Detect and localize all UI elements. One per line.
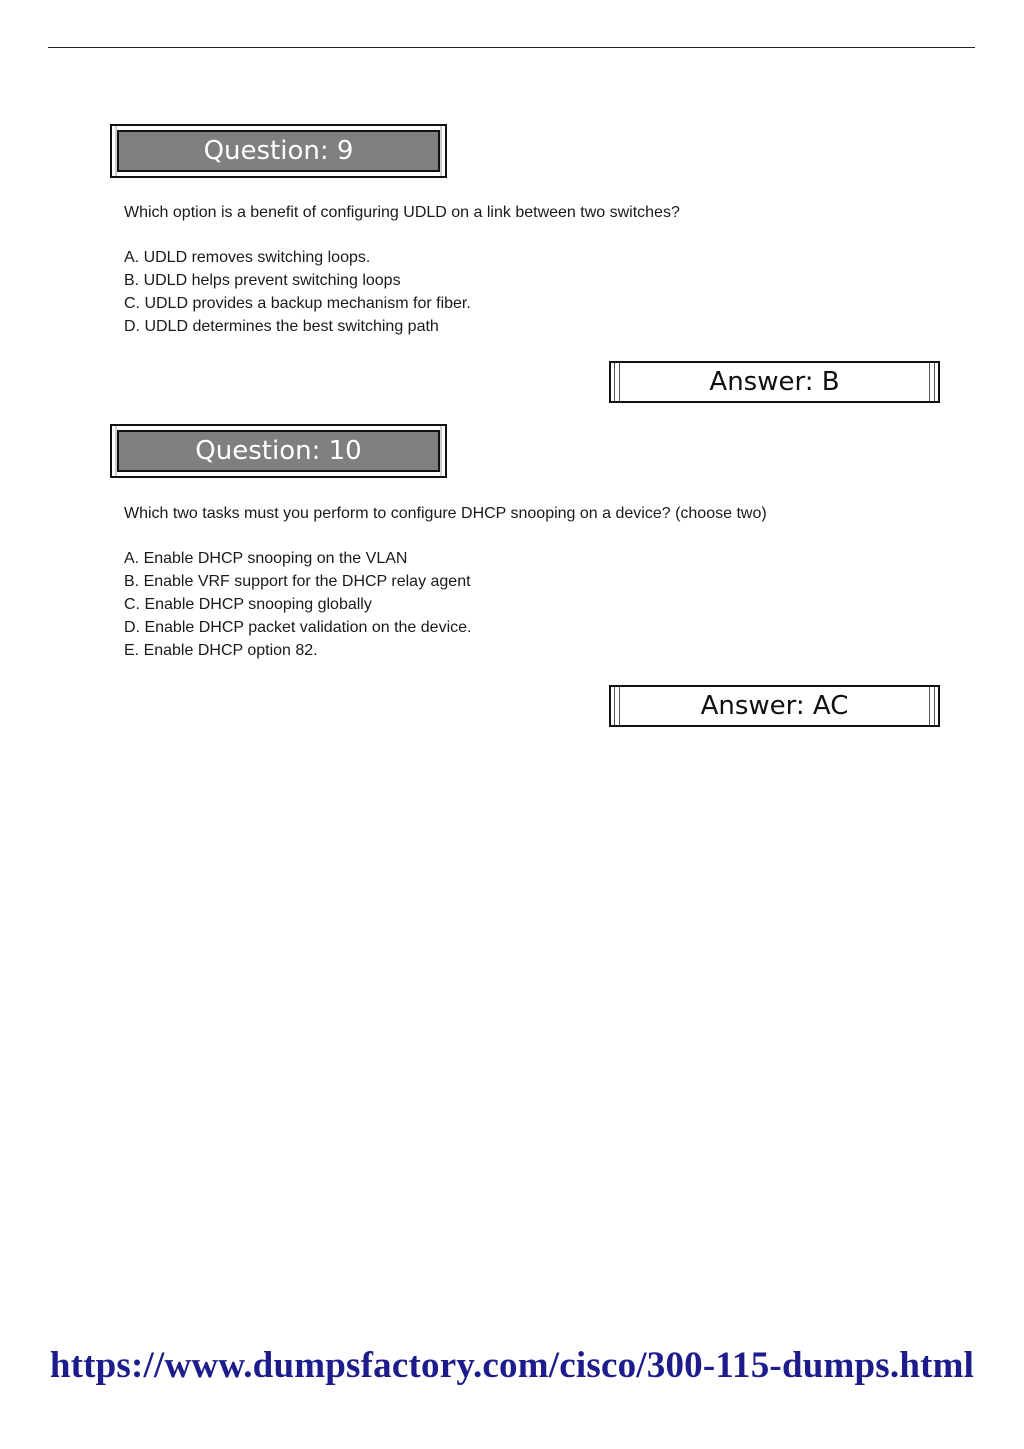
option-c: C. Enable DHCP snooping globally [124,596,372,613]
option-d: D. Enable DHCP packet validation on the device. [124,619,472,636]
option-e: E. Enable DHCP option 82. [124,642,318,659]
option-a: A. Enable DHCP snooping on the VLAN [124,550,408,567]
question-10-answer: Answer: AC [700,691,849,721]
question-10-text: Which two tasks must you perform to configure DHCP snooping on a device? (choose two) [124,505,767,522]
question-9-title: Question: 9 [203,136,354,166]
option-d: D. UDLD determines the best switching path [124,318,439,335]
top-divider [48,47,975,48]
question-10-answer-box [609,685,940,727]
option-b: B. UDLD helps prevent switching loops [124,272,401,289]
question-9-text: Which option is a benefit of configuring UDLD on a link between two switches? [124,204,680,221]
question-9-answer-box [609,361,940,403]
question-10-title: Question: 10 [195,436,362,466]
option-a: A. UDLD removes switching loops. [124,249,371,266]
option-c: C. UDLD provides a backup mechanism for fiber. [124,295,471,312]
question-9-header [110,124,447,178]
question-9-options [124,246,471,338]
question-10-header [110,424,447,478]
question-10-options [124,547,471,662]
question-9-answer: Answer: B [709,367,840,397]
footer-link[interactable]: https://www.dumpsfactory.com/cisco/300-115-dumps.html [49,1345,975,1386]
option-b: B. Enable VRF support for the DHCP relay agent [124,573,471,590]
